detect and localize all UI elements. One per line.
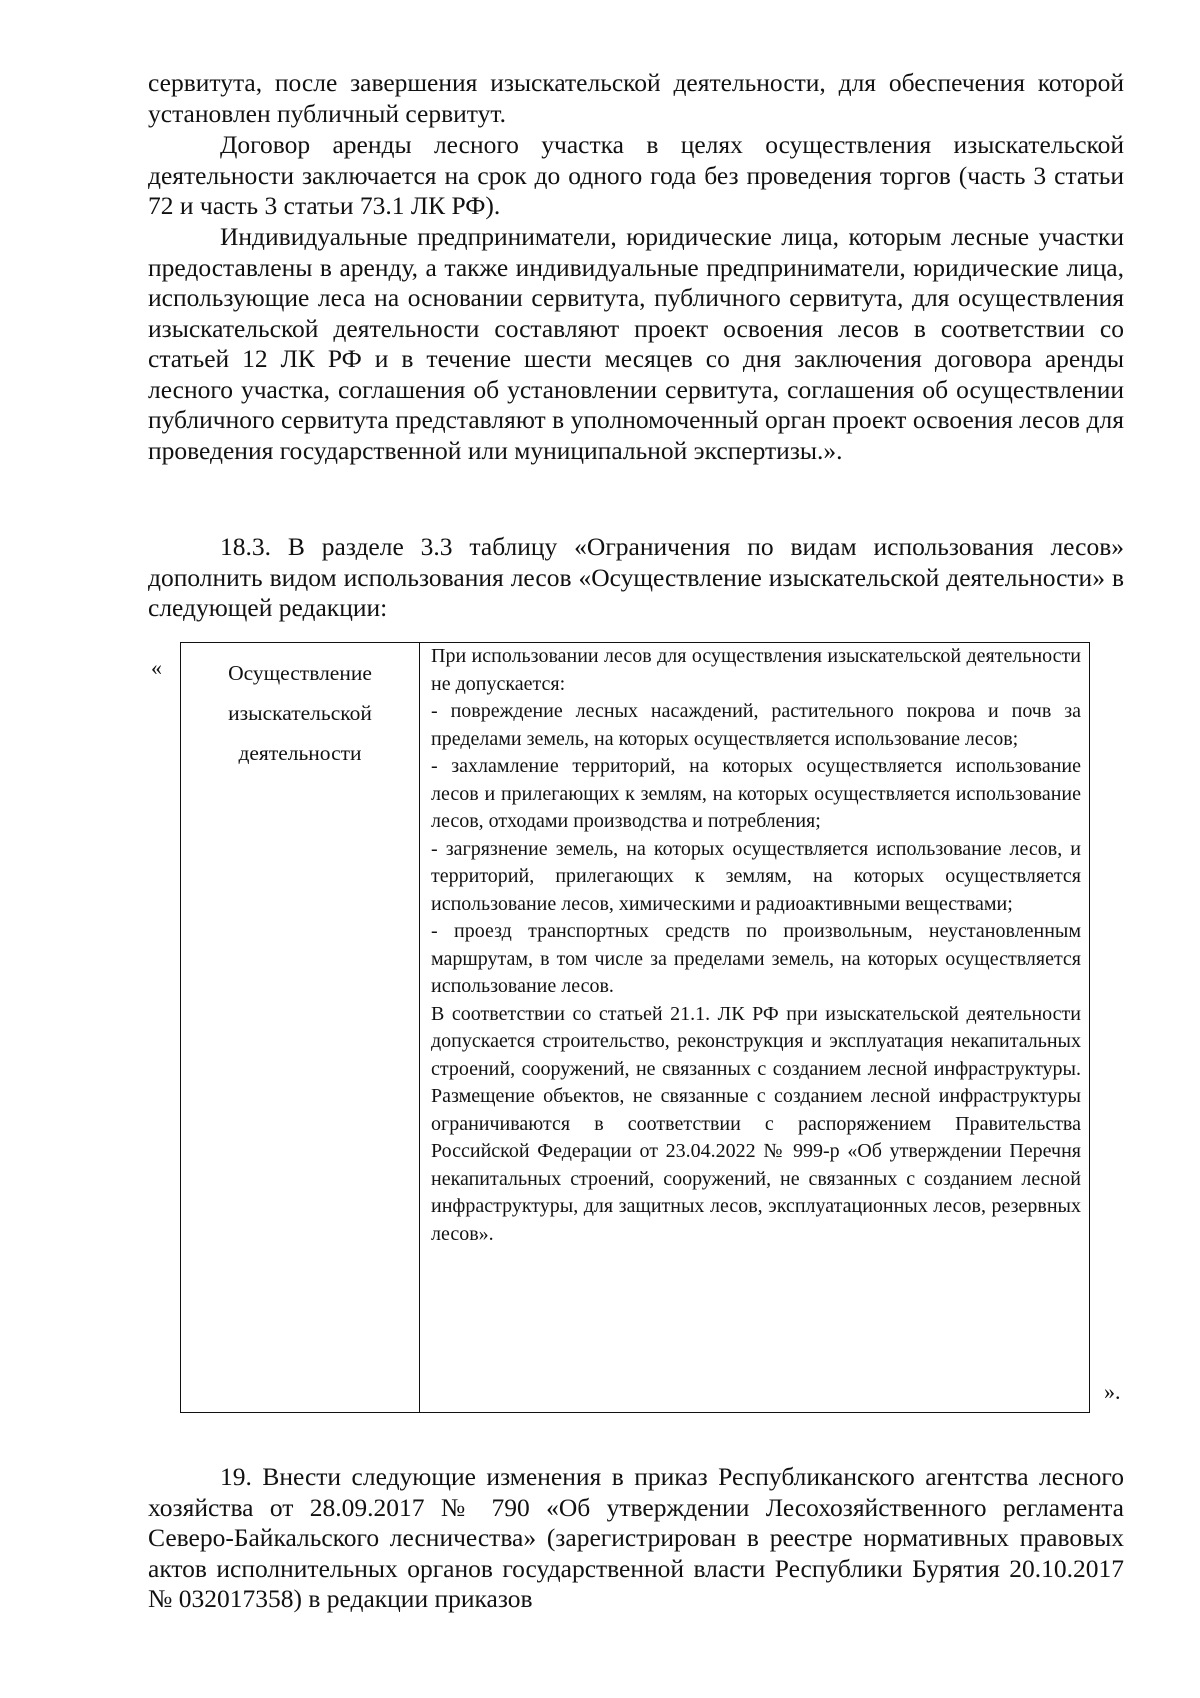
restrictions-table bbox=[180, 642, 1090, 1413]
paragraph-entrepreneurs: Индивидуальные предприниматели, юридические лица, которым лесные участки предоставлены в аренду, а также индивидуальные предприниматели, юридические лица, использующие леса на основании сервитута, публичного сервитута, для осуществления изыскательской деятельности составляют проект освоения лесов в соответствии со статьей 12 ЛК РФ и в течение шести месяцев со дня заключения договора аренды лесного участка, соглашения об установлении сервитута, соглашения об осуществлении публичного сервитута представляют в уполномоченный орган проект освоения лесов для проведения государственной или муниципальной экспертизы.». bbox=[148, 222, 1124, 465]
restriction-paragraph: - загрязнение земель, на которых осуществляется использование лесов, и территорий, прилегающих к землям, на которых осуществляется использование лесов, химическими и радиоактивными веществами; bbox=[431, 837, 1081, 915]
restriction-paragraph: При использовании лесов для осуществления изыскательской деятельности не допускается: bbox=[431, 645, 1081, 695]
paragraph-18-3: 18.3. В разделе 3.3 таблицу «Ограничения по видам использования лесов» дополнить видом использования лесов «Осуществление изыскательской деятельности» в следующей редакции: bbox=[148, 532, 1124, 622]
table-quote-open: « bbox=[151, 655, 162, 680]
restriction-paragraph: - захламление территорий, на которых осуществляется использование лесов и прилегающих к землям, на которых осуществляется использование лесов, отходами производства и потребления; bbox=[431, 755, 1081, 832]
table-column-divider bbox=[419, 643, 420, 1412]
restriction-paragraph: - повреждение лесных насаждений, растительного покрова и почв за пределами земель, на которых осуществляется использование лесов; bbox=[431, 700, 1081, 750]
activity-line: деятельности bbox=[238, 741, 362, 765]
activity-cell bbox=[181, 653, 419, 773]
restrictions-cell bbox=[431, 643, 1081, 1248]
activity-line: изыскательской bbox=[228, 701, 372, 725]
paragraph-intro: сервитута, после завершения изыскательской деятельности, для обеспечения которой установлен публичный сервитут. bbox=[148, 68, 1124, 128]
restriction-paragraph: - проезд транспортных средств по произвольным, неустановленным маршрутам, в том числе за пределами земель, на которых осуществляется использование лесов. bbox=[431, 920, 1081, 997]
paragraph-19: 19. Внести следующие изменения в приказ Республиканского агентства лесного хозяйства от 28.09.2017 № 790 «Об утверждении Лесохозяйственного регламента Северо-Байкальского лесничества» (зарегистрирован в реестре нормативных правовых актов исполнительных органов государственной власти Республики Бурятия 20.10.2017 № 032017358) в редакции приказов bbox=[148, 1462, 1124, 1613]
restriction-paragraph: В соответствии со статьей 21.1. ЛК РФ при изыскательской деятельности допускается строительство, реконструкция и эксплуатация некапитальных строений, сооружений, не связанных с созданием лесной инфраструктуры. Размещение объектов, не связанные с созданием лесной инфраструктуры ограничиваются в соответствии с распоряжением Правительства Российской Федерации от 23.04.2022 № 999-р «Об утверждении Перечня некапитальных строений, сооружений, не связанных с созданием лесной инфраструктуры, для защитных лесов, эксплуатационных лесов, резервных лесов». bbox=[431, 1002, 1081, 1245]
activity-line: Осуществление bbox=[228, 661, 372, 685]
table-quote-close: ». bbox=[1104, 1379, 1121, 1404]
paragraph-lease-term: Договор аренды лесного участка в целях осуществления изыскательской деятельности заключается на срок до одного года без проведения торгов (часть 3 статьи 72 и часть 3 статьи 73.1 ЛК РФ). bbox=[148, 130, 1124, 220]
